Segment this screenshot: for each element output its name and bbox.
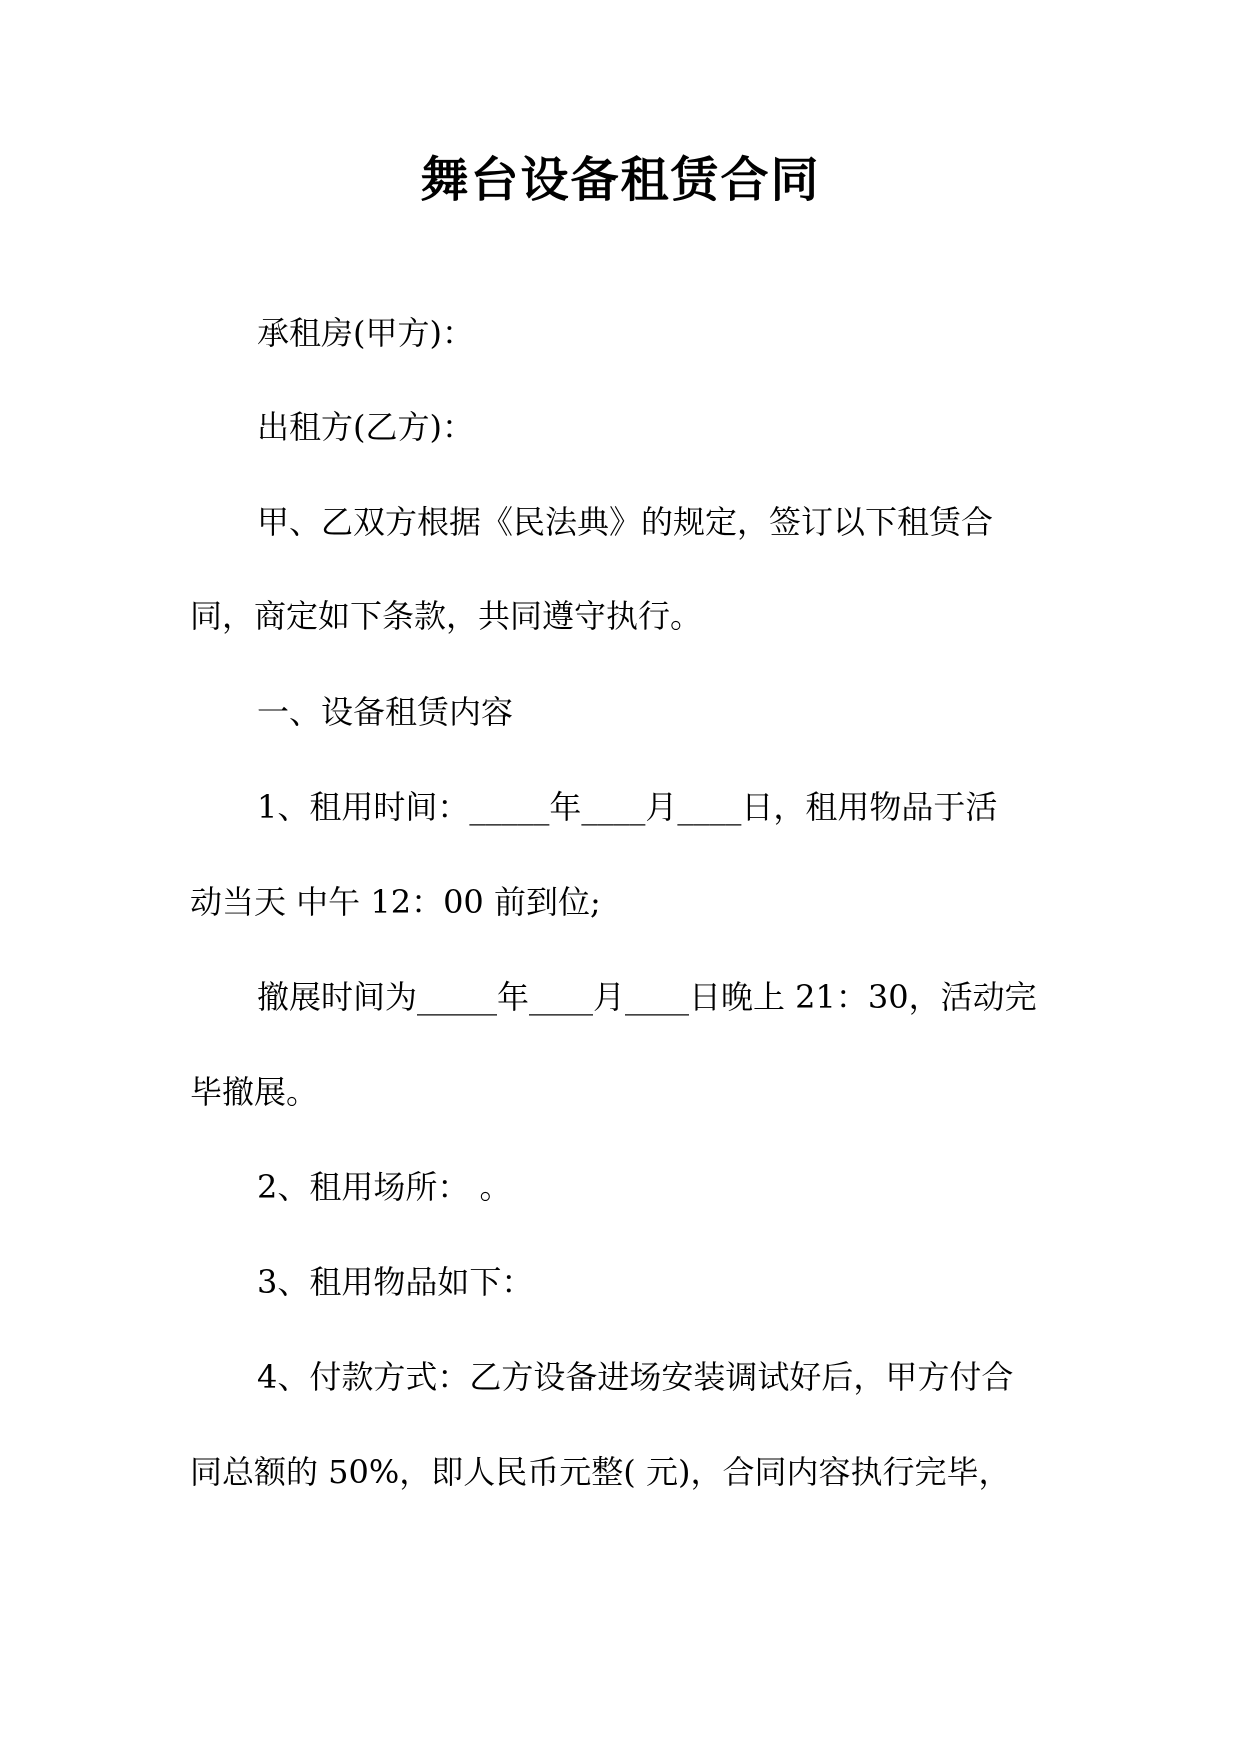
paragraph-line: 同总额的 50%，即人民币元整( 元)，合同内容执行完毕， <box>190 1453 1011 1491</box>
paragraph-line: 撤展时间为_____年____月____日晚上 21：30，活动完 <box>257 978 1037 1016</box>
paragraph-line: 2、租用场所： 。 <box>257 1168 512 1206</box>
paragraph-line: 动当天 中午 12：00 前到位; <box>190 883 601 921</box>
section-heading: 一、设备租赁内容 <box>257 693 514 731</box>
party-a-line: 承租房(甲方)： <box>257 314 474 352</box>
paragraph-line: 毕撤展。 <box>190 1073 319 1111</box>
document-title: 舞台设备租赁合同 <box>420 152 821 208</box>
party-b-line: 出租方(乙方)： <box>257 408 474 446</box>
paragraph-line: 4、付款方式：乙方设备进场安装调试好后，甲方付合 <box>257 1358 1014 1396</box>
paragraph-line: 甲、乙双方根据《民法典》的规定，签订以下租赁合 <box>257 503 994 541</box>
paragraph-line: 1、租用时间：_____年____月____日，租用物品于活 <box>257 788 998 826</box>
paragraph-line: 同，商定如下条款，共同遵守执行。 <box>190 597 703 635</box>
paragraph-line: 3、租用物品如下： <box>257 1263 534 1301</box>
